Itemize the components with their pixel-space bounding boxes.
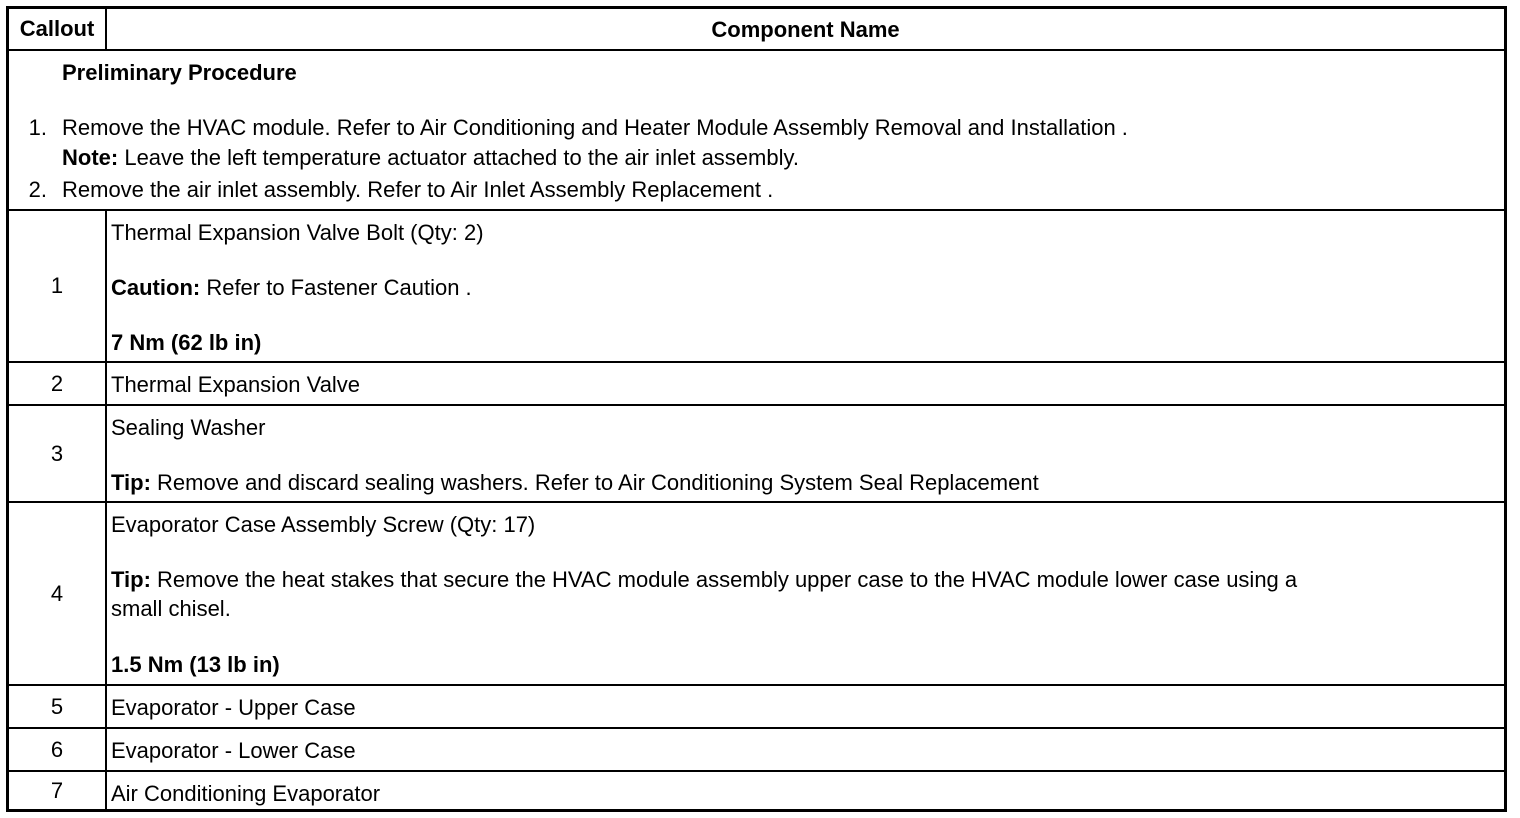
row-component xyxy=(107,503,1504,684)
note-label: Note: xyxy=(62,145,119,170)
tip-line xyxy=(111,565,1297,594)
component-name: Sealing Washer xyxy=(111,415,266,440)
tip-text-continued: small chisel. xyxy=(111,596,231,621)
component-table xyxy=(6,6,1507,812)
tip-label: Tip: xyxy=(111,567,151,592)
row-component xyxy=(107,729,1504,770)
tip-line xyxy=(111,468,1039,497)
row-callout: 2 xyxy=(9,363,107,404)
step-text: Remove the air inlet assembly. Refer to Air Inlet Assembly Replacement . xyxy=(62,177,774,202)
note-text: Leave the left temperature actuator attached to the air inlet assembly. xyxy=(118,145,799,170)
step-text: Remove the HVAC module. Refer to Air Conditioning and Heater Module Assembly Removal and Installation . xyxy=(62,115,1128,140)
torque-spec: 7 Nm (62 lb in) xyxy=(111,330,262,355)
tip-label: Tip: xyxy=(111,470,151,495)
row-callout: 5 xyxy=(9,686,107,727)
component-name: Air Conditioning Evaporator xyxy=(111,781,381,806)
caution-label: Caution: xyxy=(111,275,201,300)
row-component xyxy=(107,686,1504,727)
row-callout: 6 xyxy=(9,729,107,770)
table-row xyxy=(9,211,1504,363)
header-component-name: Component Name xyxy=(711,16,900,42)
preliminary-title: Preliminary Procedure xyxy=(62,60,297,85)
table-row xyxy=(9,363,1504,406)
table-row xyxy=(9,686,1504,729)
table-row xyxy=(9,406,1504,503)
step-number: 2. xyxy=(28,177,47,202)
row-component xyxy=(107,772,1504,809)
component-name: Evaporator - Lower Case xyxy=(111,738,356,763)
table-header-row xyxy=(9,9,1504,51)
preliminary-procedure-row xyxy=(9,51,1504,211)
row-callout: 4 xyxy=(9,503,107,684)
component-name: Thermal Expansion Valve Bolt (Qty: 2) xyxy=(111,220,484,245)
component-name: Thermal Expansion Valve xyxy=(111,372,361,397)
row-callout: 3 xyxy=(9,406,107,501)
row-component xyxy=(107,406,1504,501)
torque-spec: 1.5 Nm (13 lb in) xyxy=(111,652,280,677)
table-row xyxy=(9,772,1504,809)
row-callout: 7 xyxy=(9,772,107,809)
step-note xyxy=(62,145,799,171)
table-row xyxy=(9,503,1504,686)
component-name: Evaporator Case Assembly Screw (Qty: 17) xyxy=(111,512,536,537)
step-number: 1. xyxy=(28,115,47,140)
table-row xyxy=(9,729,1504,772)
row-callout: 1 xyxy=(9,211,107,361)
caution-text: Refer to Fastener Caution . xyxy=(200,275,472,300)
caution-line xyxy=(111,273,472,302)
row-component xyxy=(107,363,1504,404)
tip-text: Remove the heat stakes that secure the HVAC module assembly upper case to the HVAC module lower case using a xyxy=(150,567,1298,592)
row-component xyxy=(107,211,1504,361)
tip-text: Remove and discard sealing washers. Refer to Air Conditioning System Seal Replacement xyxy=(150,470,1039,495)
component-name: Evaporator - Upper Case xyxy=(111,695,356,720)
header-callout: Callout xyxy=(9,9,107,49)
